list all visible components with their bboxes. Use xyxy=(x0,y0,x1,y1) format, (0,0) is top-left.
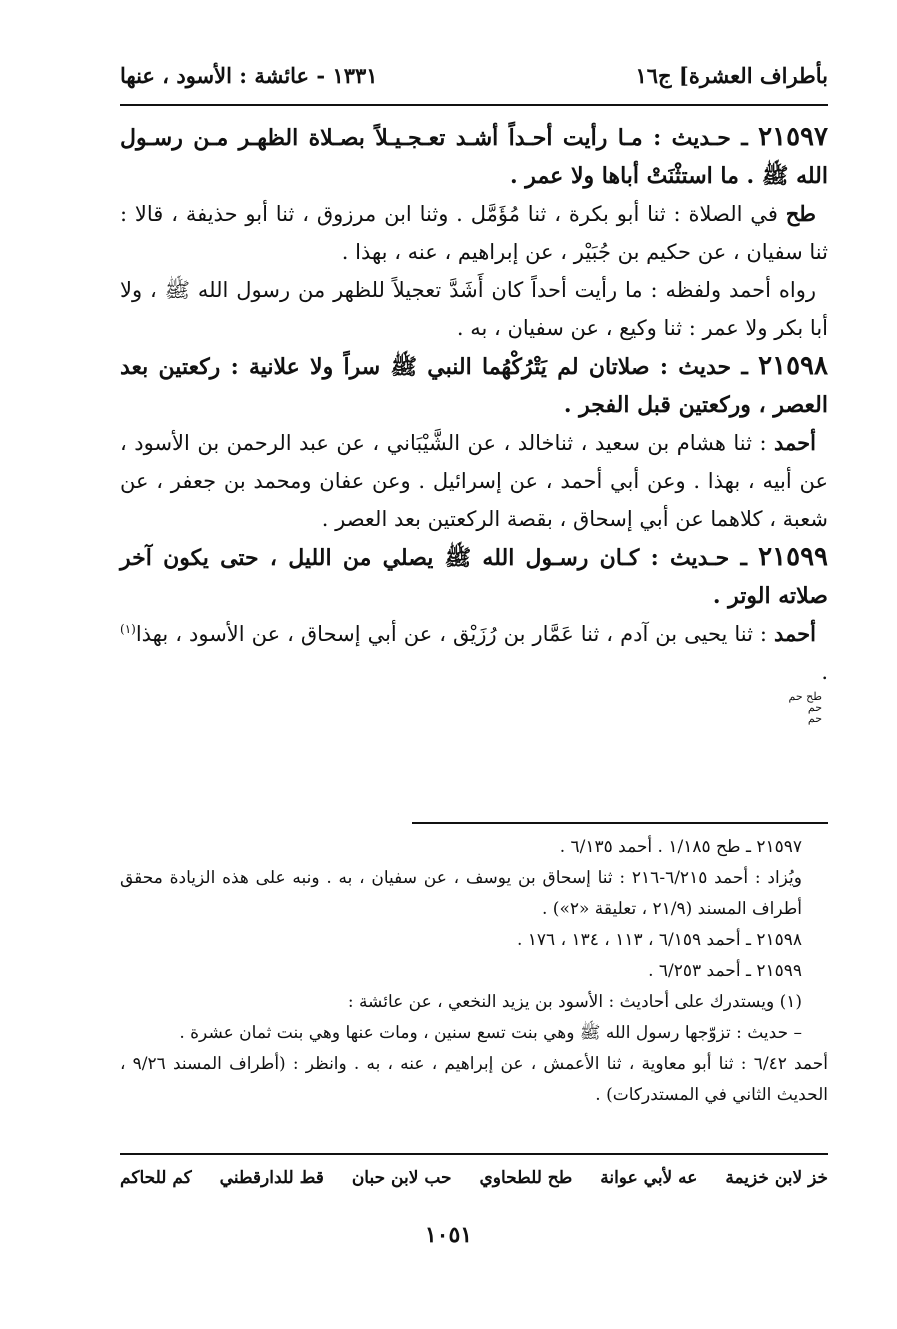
abbreviation-item: طح للطحاوي xyxy=(479,1168,573,1188)
hadith-chain xyxy=(120,271,828,347)
hadith-text: ـ حـديث : كـان رسـول الله ﷺ يصلي من الليل ، حتى يكون آخر صلاته الوتر . xyxy=(120,545,828,609)
footnote-line: أحمد ٦/٤٢ : ثنا أبو معاوية ، ثنا الأعمش ، عن إبراهيم ، عنه ، به . وانظر : (أطراف المسند ٩/٢٦ ، الحديث الثاني في المستدركات) . xyxy=(120,1054,828,1105)
chain-text: في الصلاة : ثنا أبو بكرة ، ثنا مُؤَمَّل . وثنا ابن مرزوق ، ثنا أبو حذيفة ، قالا : ثنا سفيان ، عن حكيم بن جُبَيْر ، عن إبراهيم ، عنه ، بهذا . xyxy=(120,202,828,264)
abbreviation-item: حب لابن حبان xyxy=(351,1168,452,1188)
footnote-line: ٢١٥٩٩ ـ أحمد ٦/٢٥٣ . xyxy=(648,961,802,981)
sigla-hadith-3: حم xyxy=(807,712,822,725)
hadith-text: ـ حديث : صلاتان لم يَتْرُكْهُما النبي ﷺ سراً ولا علانية : ركعتين بعد العصر ، وركعتين قبل الفجر . xyxy=(120,354,828,418)
abbreviation-item: خز لابن خزيمة xyxy=(725,1168,828,1188)
footnote-line: (١) ويستدرك على أحاديث : الأسود بن يزيد النخعي ، عن عائشة : xyxy=(347,992,802,1012)
chain-lead: طح xyxy=(785,201,816,226)
footnotes xyxy=(120,832,828,1111)
hadith-chain xyxy=(120,424,828,538)
footnote-line: ٢١٥٩٧ ـ طح ١/١٨٥ . أحمد ٦/١٣٥ . xyxy=(559,837,802,857)
header-book-title: بأطراف العشرة] ج١٦ xyxy=(635,62,828,88)
hadith-chain xyxy=(120,615,828,691)
hadith-chain xyxy=(120,195,828,271)
chain-text: : ثنا هشام بن سعيد ، ثناخالد ، عن الشَّيْبَاني ، عن عبد الرحمن بن الأسود ، عن أبيه ، بهذا . وعن أبي أحمد ، عن إسرائيل . وعن عفان ومحمد بن جعفر ، عن شعبة ، كلاهما عن أبي إسحاق ، بقصة الركعتين بعد العصر . xyxy=(120,431,828,531)
running-header xyxy=(120,58,828,92)
abbreviation-item: كم للحاكم xyxy=(120,1168,192,1188)
hadith-number: ٢١٥٩٩ xyxy=(758,542,828,572)
header-section-title: ١٣٣١ - عائشة : الأسود ، عنها xyxy=(120,62,378,88)
footnote-rule xyxy=(412,822,828,824)
sigla-hadith-2: حم xyxy=(807,701,822,714)
footnote-line: – حديث : تزوّجها رسول الله ﷺ وهي بنت تسع سنين ، ومات عنها وهي بنت ثمان عشرة . xyxy=(179,1023,802,1043)
abbreviation-item: عه لأبي عوانة xyxy=(600,1168,698,1188)
abbreviation-key xyxy=(120,1163,828,1193)
chain-text: : ثنا يحيى بن آدم ، ثنا عَمَّار بن رُزَيْق ، عن أبي إسحاق ، عن الأسود ، بهذا xyxy=(135,622,767,646)
main-text xyxy=(120,118,828,724)
chain-text: رواه أحمد ولفظه : ما رأيت أحداً كان أَشَدَّ تعجيلاً للظهر من رسول الله ﷺ ، ولا أبا بكر ولا عمر : ثنا وكيع ، عن سفيان ، به . xyxy=(120,278,828,340)
footnote-line: ٢١٥٩٨ ـ أحمد ٦/١٥٩ ، ١١٣ ، ١٣٤ ، ١٧٦ . xyxy=(516,930,802,950)
header-rule xyxy=(120,104,828,106)
hadith-number: ٢١٥٩٧ xyxy=(758,122,828,152)
footnote-marker[interactable]: (١) xyxy=(120,622,136,636)
hadith-text: ـ حـديث : مـا رأيت أحـداً أشـد تعـجـيـلاً بصـلاة الظهـر مـن رسـول الله ﷺ . ما استثْنَتْ أباها ولا عمر . xyxy=(120,125,828,189)
chain-lead: أحمد xyxy=(774,621,816,646)
hadith-entry xyxy=(120,538,828,615)
hadith-entry xyxy=(120,118,828,195)
page-number: ١٠٥١ xyxy=(424,1222,473,1248)
hadith-entry xyxy=(120,347,828,424)
chain-lead: أحمد xyxy=(774,430,816,455)
abbreviation-rule xyxy=(120,1153,828,1155)
chain-tail: . xyxy=(821,660,828,684)
abbreviation-item: قط للدارقطني xyxy=(219,1168,324,1188)
footnote-line: ويُزاد : أحمد ٦/٢١٥-٢١٦ : ثنا إسحاق بن يوسف ، عن سفيان ، به . ونبه على هذه الزيادة محقق أطراف المسند (٢١/٩ ، تعليقة «٢») . xyxy=(120,868,802,919)
sigla-hadith-1: طح حم xyxy=(788,690,822,703)
hadith-number: ٢١٥٩٨ xyxy=(758,351,828,381)
